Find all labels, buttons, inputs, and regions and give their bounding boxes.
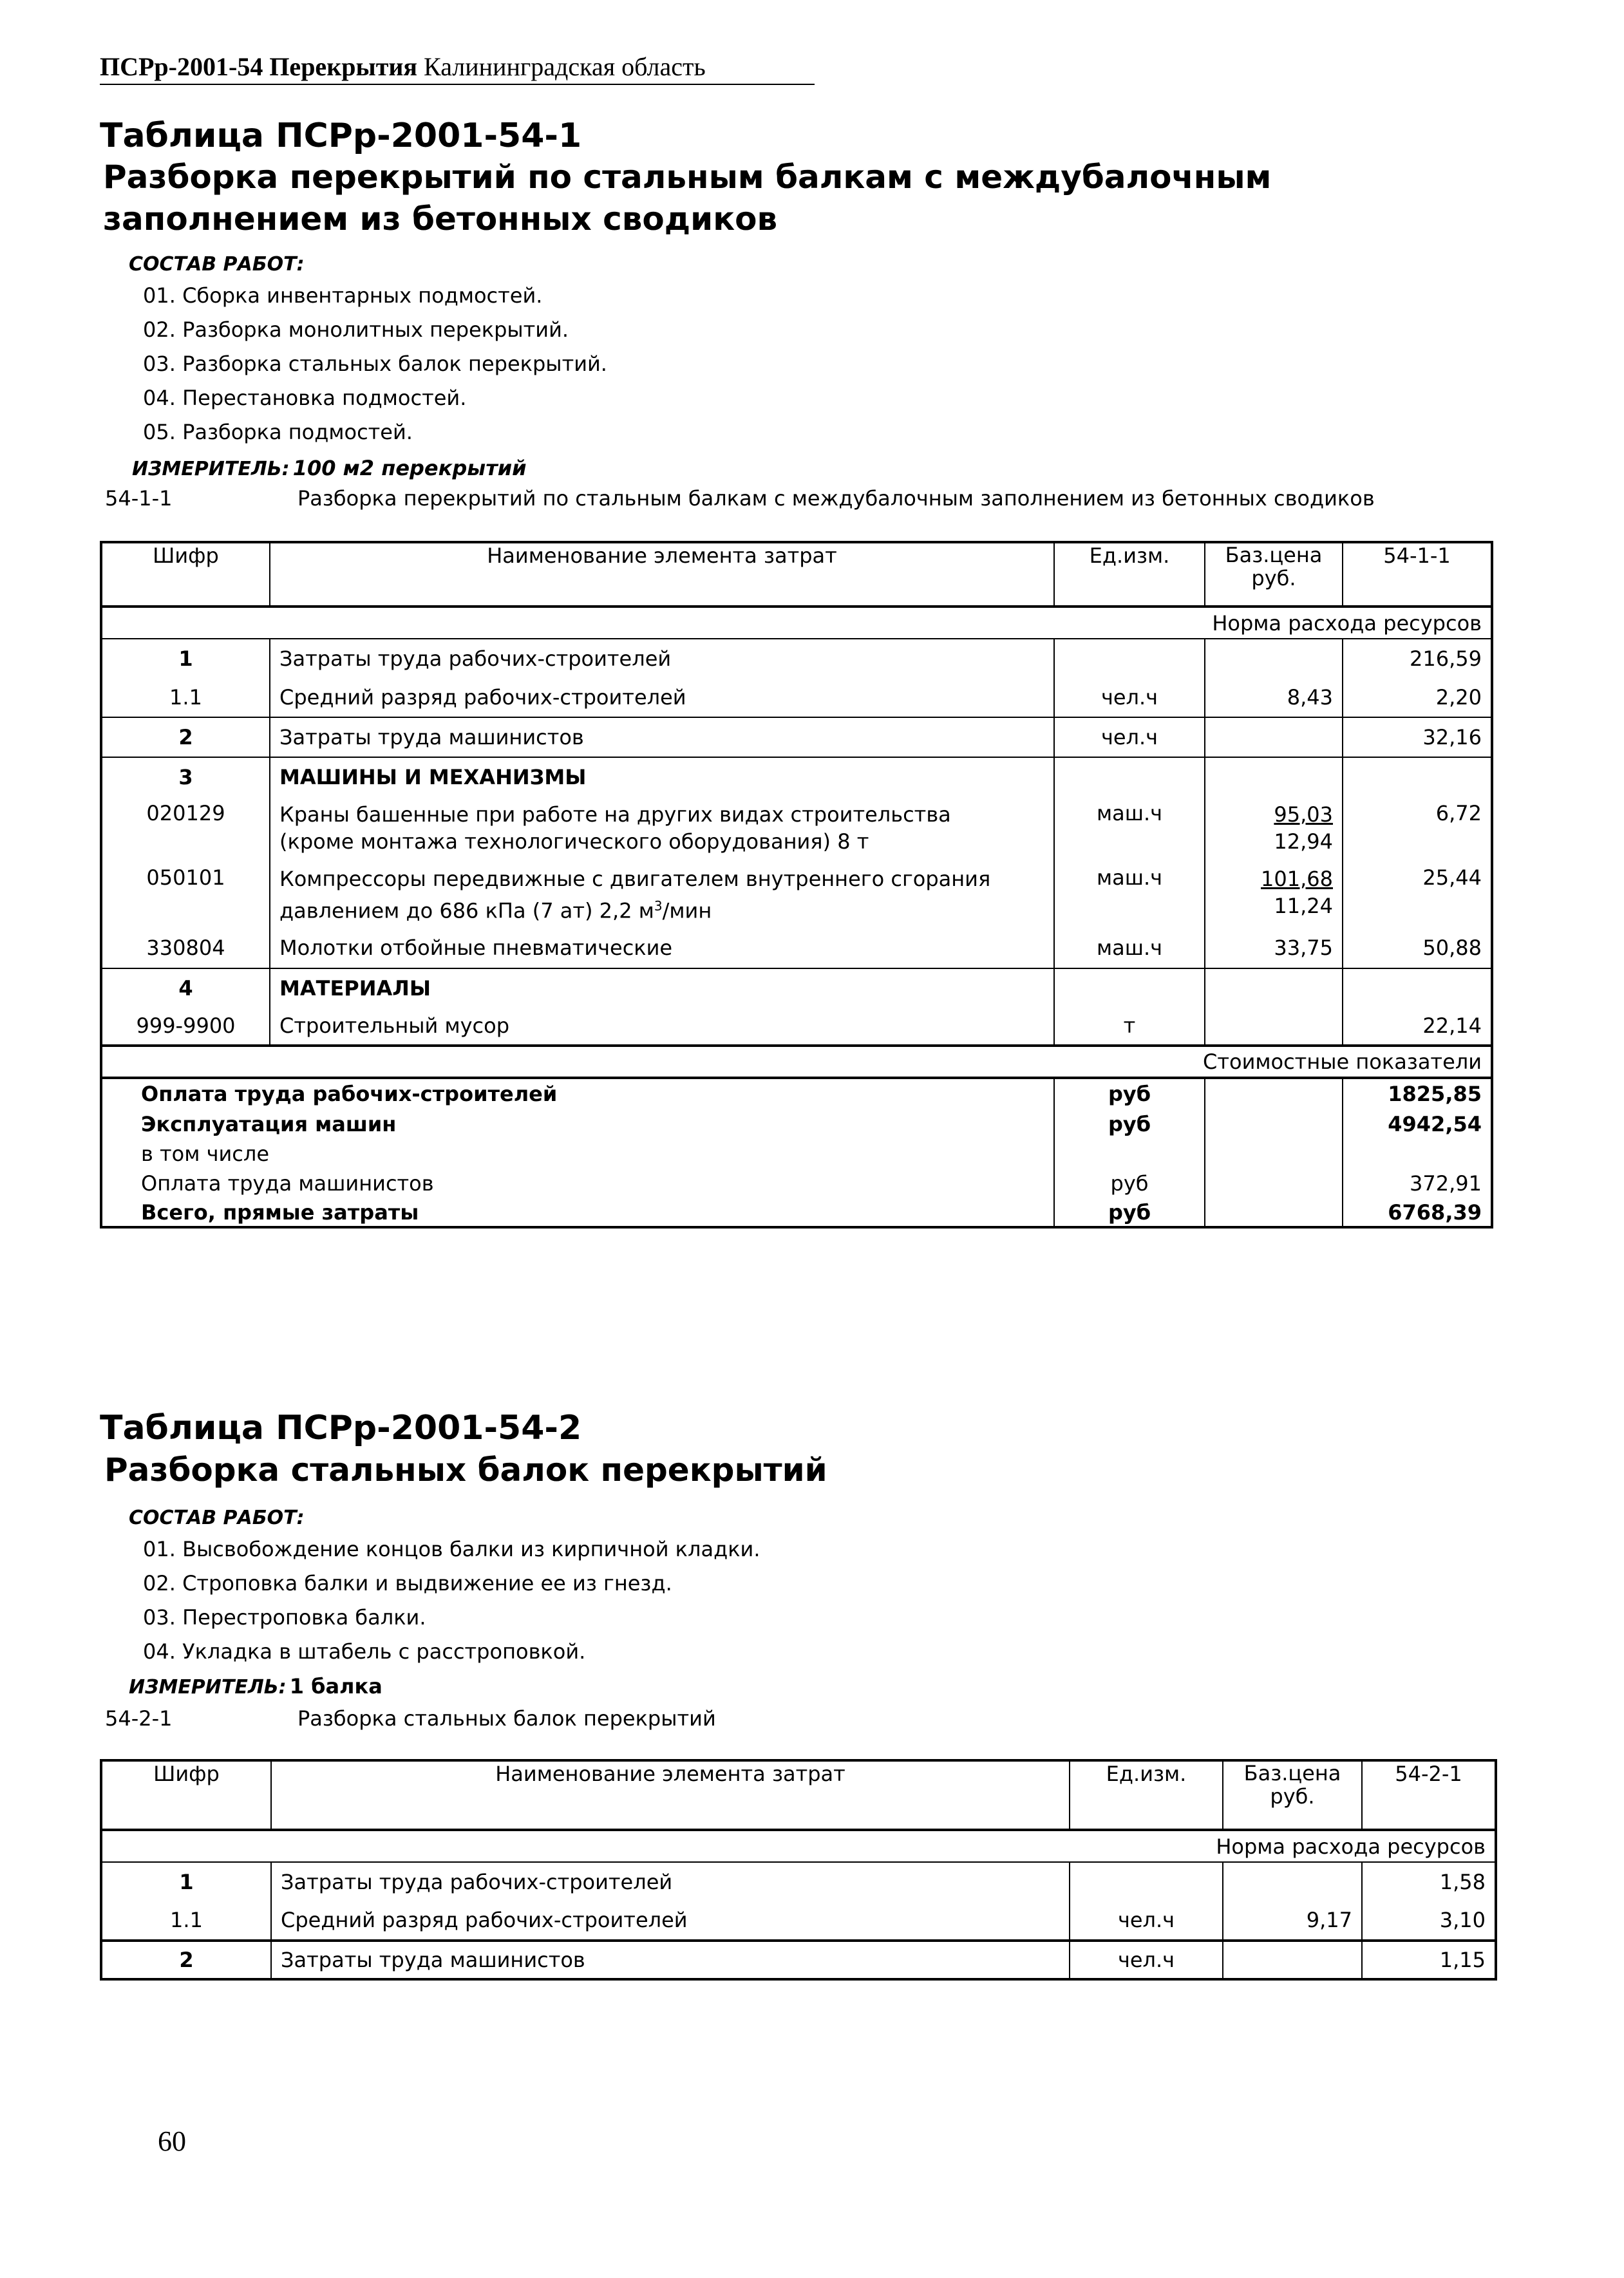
table2-title: Разборка стальных балок перекрытий [104, 1451, 827, 1489]
table1-work-item: 01. Сборка инвентарных подмостей. [143, 283, 543, 308]
table2-work-label: СОСТАВ РАБОТ: [129, 1507, 305, 1529]
cost-row: Эксплуатация машин руб 4942,54 [101, 1109, 1492, 1140]
cost-row: Оплата труда рабочих-строителей руб 1825,85 [101, 1078, 1492, 1109]
meter-label: ИЗМЕРИТЕЛЬ: [132, 458, 290, 480]
table1-work-item: 04. Перестановка подмостей. [143, 386, 467, 410]
table2-work-item: 02. Строповка балки и выдвижение ее из гнезд. [143, 1571, 672, 1596]
col-header-name: Наименование элемента затрат [271, 1760, 1070, 1830]
col-header-name: Наименование элемента затрат [270, 542, 1054, 607]
meter-label: ИЗМЕРИТЕЛЬ: [129, 1676, 287, 1699]
col-header-code: Шифр [153, 1762, 220, 1786]
table2-work-item: 03. Перестроповка балки. [143, 1605, 426, 1630]
resource-table-1 [100, 541, 1493, 1228]
table1-work-item: 05. Разборка подмостей. [143, 420, 413, 444]
resource-table-2 [100, 1759, 1497, 1981]
table1-work-label: СОСТАВ РАБОТ: [129, 253, 305, 276]
section-cost-header: Стоимостные показатели [101, 1046, 1492, 1078]
col-header-norm: 54-2-1 [1362, 1760, 1496, 1830]
table-row: 330804 Молотки отбойные пневматические маш.ч 33,75 50,88 [101, 927, 1492, 968]
table1-code-description: Разборка перекрытий по стальным балкам с междубалочным заполнением из бетонных сводиков [297, 486, 1375, 511]
section-norm-header: Норма расхода ресурсов [101, 607, 1492, 639]
cost-row: Оплата труда машинистов руб 372,91 [101, 1168, 1492, 1199]
cost-row: в том числе [101, 1140, 1492, 1168]
col-header-unit: Ед.изм. [1070, 1760, 1223, 1830]
table-row: 1.1 Средний разряд рабочих-строителей чел.ч 8,43 2,20 [101, 677, 1492, 717]
table-row: 4 МАТЕРИАЛЫ [101, 968, 1492, 1007]
table-row: 1.1 Средний разряд рабочих-строителей чел.ч 9,17 3,10 [101, 1901, 1496, 1941]
running-header [100, 52, 706, 82]
cost-row: Всего, прямые затраты руб 6768,39 [101, 1199, 1492, 1227]
region-name: Калининградская область [424, 52, 706, 81]
table2-code-description: Разборка стальных балок перекрытий [297, 1706, 716, 1731]
page-number: 60 [158, 2125, 186, 2157]
header-underline [100, 84, 815, 85]
table2-work-item: 04. Укладка в штабель с расстроповкой. [143, 1639, 586, 1664]
table1-work-item: 02. Разборка монолитных перекрытий. [143, 317, 569, 342]
col-header-code: Шифр [153, 543, 219, 568]
meter-value: 1 балка [289, 1674, 382, 1699]
table-row: 050101 Компрессоры передвижные с двигателем внутреннего сгорания давлением до 686 кПа (7 ат) 2,2 $м^3$/мин маш.ч 101,68 11,24 25,44 [101, 863, 1492, 927]
table1-heading: Таблица ПСРр-2001-54-1 [100, 117, 582, 155]
table1-title-line2: заполнением из бетонных сводиков [103, 200, 778, 238]
table-row: 1 Затраты труда рабочих-строителей 216,59 [101, 639, 1492, 677]
table2-work-item: 01. Высвобождение концов балки из кирпичной кладки. [143, 1537, 760, 1561]
table1-meter [132, 456, 527, 480]
table-row: 1 Затраты труда рабочих-строителей 1,58 [101, 1862, 1496, 1901]
col-header-price: Баз.цена руб. [1223, 1760, 1362, 1830]
table1-code: 54-1-1 [105, 486, 173, 511]
col-header-unit: Ед.изм. [1054, 542, 1205, 607]
table1-title-line1: Разборка перекрытий по стальным балкам с междубалочным [103, 158, 1272, 196]
table-row: 020129 Краны башенные при работе на других видах строительства (кроме монтажа технологического оборудования) 8 т маш.ч 95,03 12,94 6,72 [101, 796, 1492, 863]
table-row: 2 Затраты труда машинистов чел.ч 32,16 [101, 717, 1492, 757]
table2-heading: Таблица ПСРр-2001-54-2 [100, 1409, 582, 1447]
collection-code: ПСРр-2001-54 Перекрытия [100, 52, 418, 81]
col-header-norm: 54-1-1 [1343, 542, 1492, 607]
col-header-price: Баз.цена руб. [1205, 542, 1343, 607]
table-row: 999-9900 Строительный мусор т 22,14 [101, 1007, 1492, 1046]
table-row: 2 Затраты труда машинистов чел.ч 1,15 [101, 1941, 1496, 1979]
table-row: 3 МАШИНЫ И МЕХАНИЗМЫ [101, 757, 1492, 796]
table1-work-item: 03. Разборка стальных балок перекрытий. [143, 352, 607, 376]
section-norm-header: Норма расхода ресурсов [101, 1830, 1496, 1862]
table2-meter [129, 1674, 382, 1699]
table2-code: 54-2-1 [105, 1706, 173, 1731]
meter-value: 100 м2 перекрытий [292, 456, 527, 480]
